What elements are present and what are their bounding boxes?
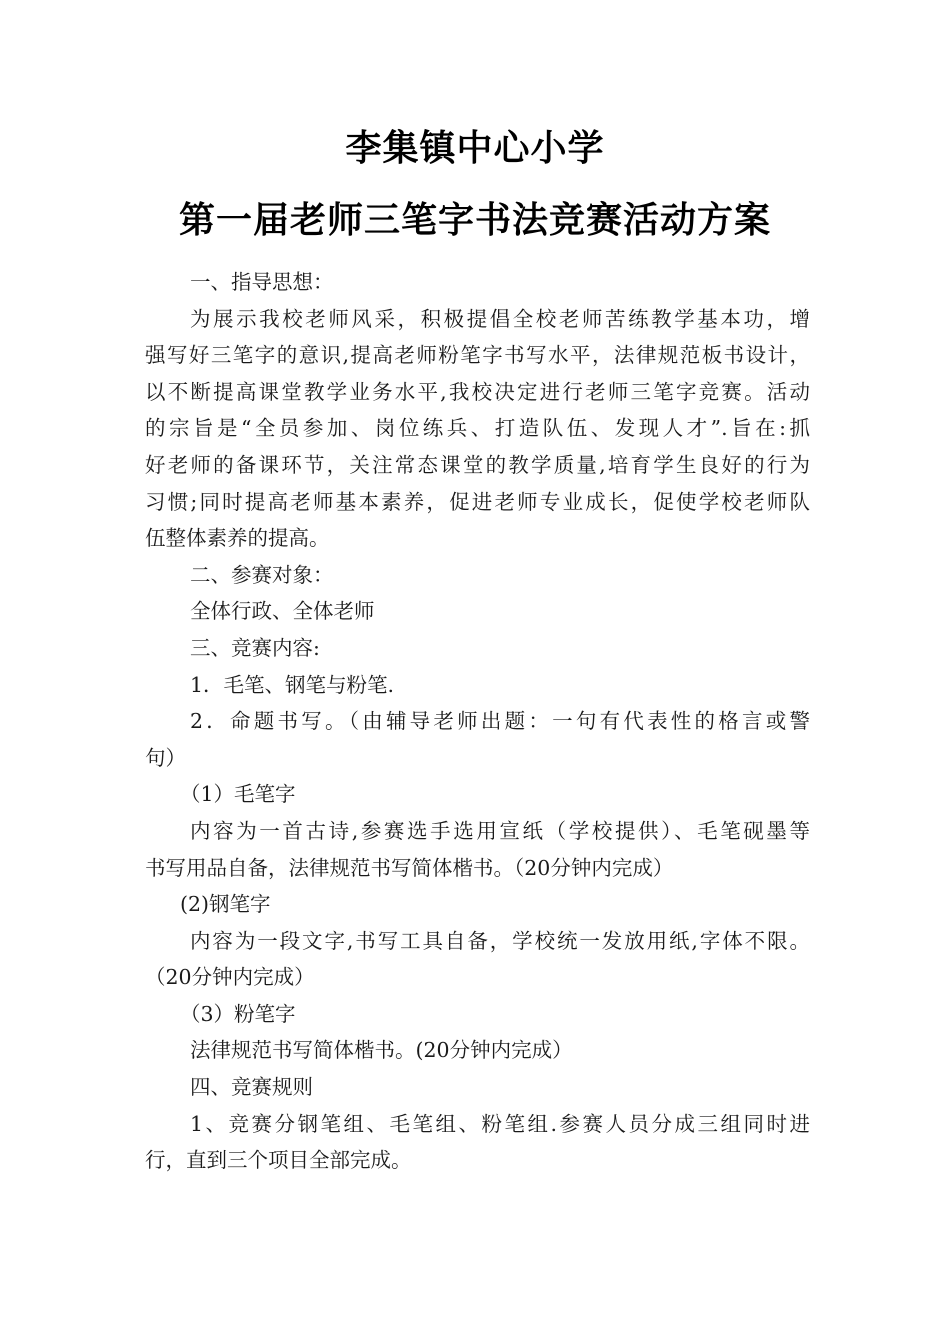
paragraph-line: （20分钟内完成） [145,965,315,990]
section-heading-participants: 二、参赛对象： [190,562,334,587]
paragraph-line: 习惯;同时提高老师基本素养，促进老师专业成长，促使学校老师队 [145,489,810,514]
section-heading-contents: 三、竞赛内容: [190,635,320,660]
document-body [145,264,810,1179]
paragraph-line: 强写好三笔字的意识,提高老师粉笔字书写水平，法律规范板书设计， [145,343,810,368]
paragraph-line: 好老师的备课环节，关注常态课堂的教学质量,培育学生良好的行为 [145,452,810,477]
list-item: 1．毛笔、钢笔与粉笔. [190,672,395,697]
list-item: 2．命题书写。（由辅导老师出题：一句有代表性的格言或警 [190,709,810,734]
paragraph-line: 伍整体素养的提高。 [145,526,330,551]
subheading-brush: （1）毛笔字 [180,782,296,807]
paragraph-line: 内容为一首古诗,参赛选手选用宣纸（学校提供）、毛笔砚墨等 [190,818,810,843]
paragraph-line: 的宗旨是“全员参加、岗位练兵、打造队伍、发现人才”.旨在:抓 [145,416,810,441]
section-heading-guiding-ideology: 一、指导思想： [190,270,334,294]
paragraph-line: 内容为一段文字,书写工具自备，学校统一发放用纸,字体不限。 [190,928,810,953]
list-item: 1、竞赛分钢笔组、毛笔组、粉笔组.参赛人员分成三组同时进 [190,1111,810,1136]
paragraph-line: 为展示我校老师风采，积极提倡全校老师苦练教学基本功，增 [190,306,810,331]
paragraph-line: 全体行政、全体老师 [190,599,375,624]
section-heading-rules: 四、竞赛规则 [190,1075,313,1100]
subheading-chalk: （3）粉笔字 [180,1001,296,1026]
paragraph-line: 行，直到三个项目全部完成。 [145,1148,412,1173]
paragraph-line: 句） [145,745,186,770]
subheading-pen: (2)钢笔字 [180,892,271,917]
document-title: 李集镇中心小学 [345,128,605,169]
paragraph-line: 书写用品自备，法律规范书写简体楷书。（20分钟内完成） [145,855,674,880]
document-subtitle: 第一届老师三笔字书法竞赛活动方案 [178,200,771,241]
paragraph-line: 以不断提高课堂教学业务水平,我校决定进行老师三笔字竞赛。活动 [145,379,810,404]
paragraph-line: 法律规范书写简体楷书。(20分钟内完成） [190,1038,573,1063]
